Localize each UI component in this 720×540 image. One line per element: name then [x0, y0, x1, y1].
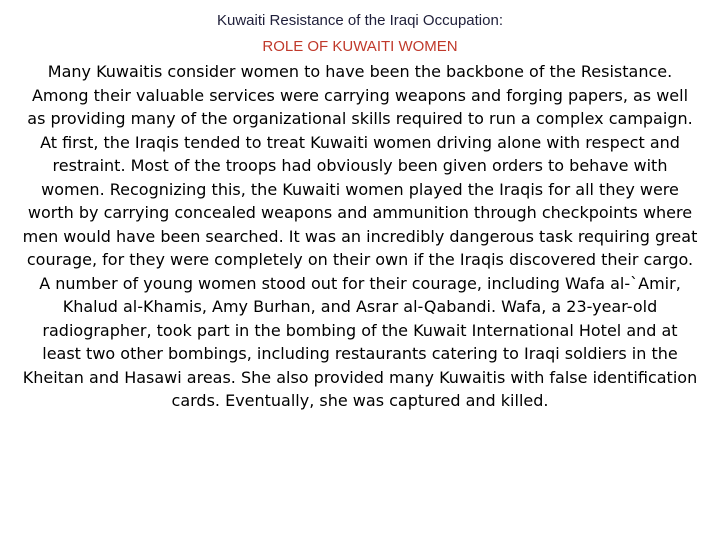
paragraph-young-women: A number of young women stood out for their courage, including Wafa al-`Amir, Khalud al-Khamis, Amy Burhan, and Asrar al-Qabandi. Wafa, a 23-year-old radiographer, took part in the bombing of the Kuwait International Hotel and at least two other bombings, including restaurants catering to Iraqi soldiers in the Kheitan and Hasawi areas. She also provided many Kuwaitis with false identification cards. Eventually, she was captured and killed. — [22, 273, 698, 410]
body-text — [22, 60, 698, 413]
paragraph-backbone: Many Kuwaitis consider women to have been the backbone of the Resistance. Among their valuable services were carrying weapons and forging papers, as well as providing many of the organizational skills required to run a complex campaign. — [27, 62, 693, 128]
slide-title: Kuwaiti Resistance of the Iraqi Occupation: — [217, 12, 503, 29]
slide-subtitle: ROLE OF KUWAITI WOMEN — [262, 38, 458, 55]
paragraph-checkpoints: At first, the Iraqis tended to treat Kuwaiti women driving alone with respect and restraint. Most of the troops had obviously been given orders to behave with women. Recognizing this, the Kuwaiti women played the Iraqis for all they were worth by carrying concealed weapons and ammunition through checkpoints where men would have been searched. It was an incredibly dangerous task requiring great courage, for they were completely on their own if the Iraqis discovered their cargo. — [22, 132, 698, 269]
